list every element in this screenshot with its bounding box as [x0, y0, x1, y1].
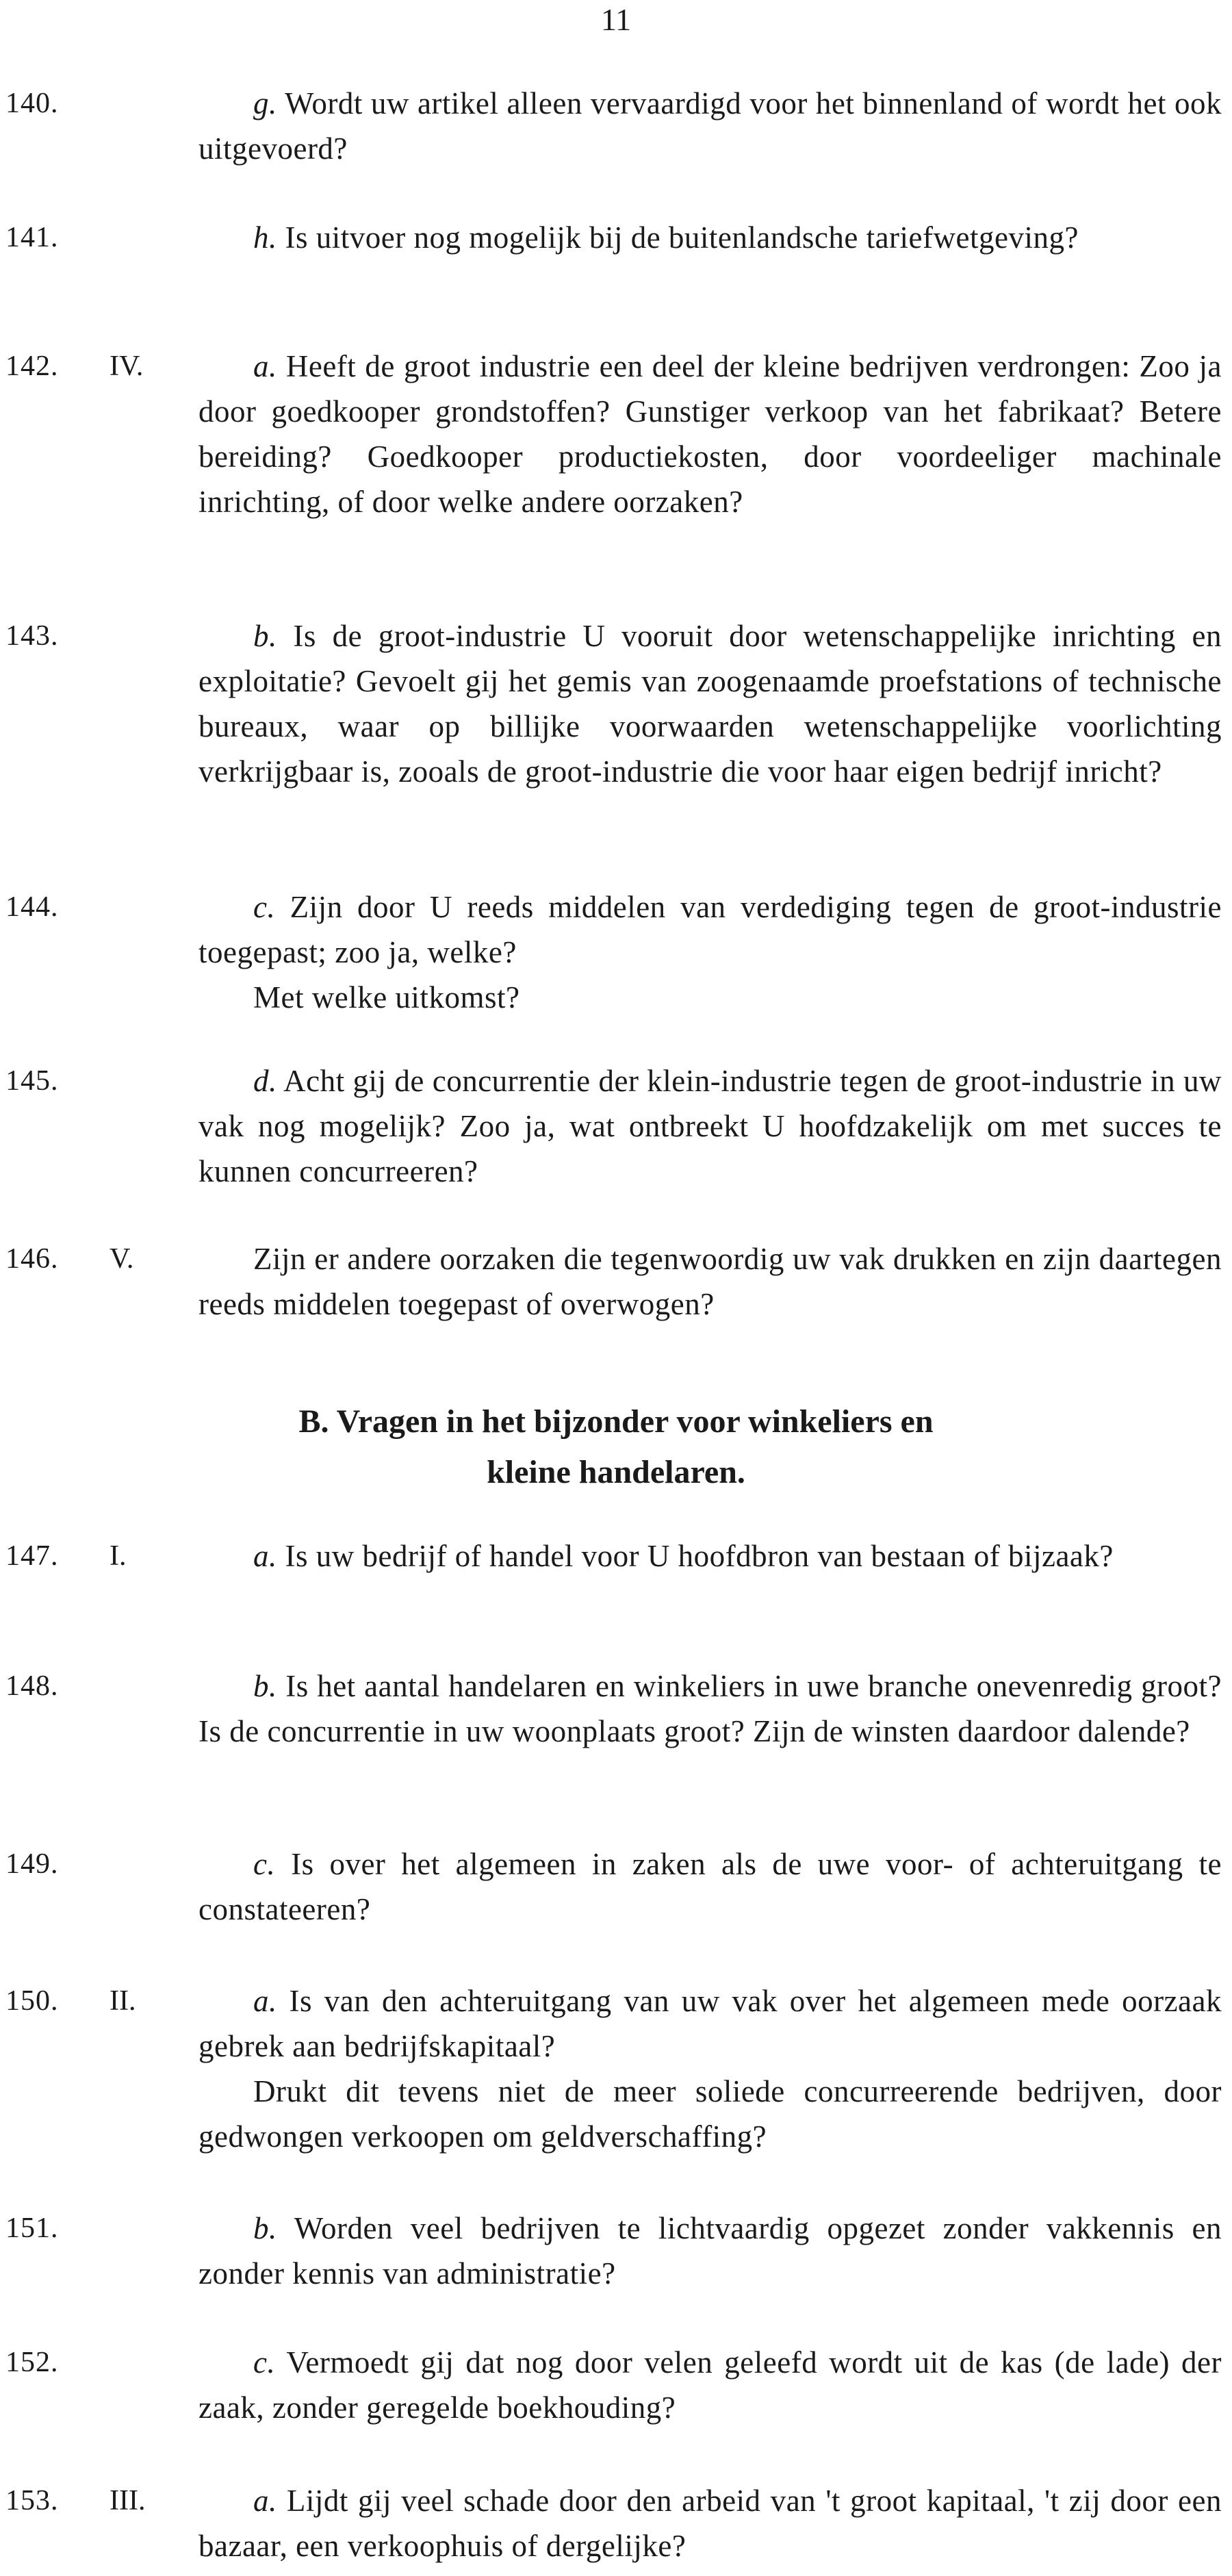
question-letter: a. [253, 1984, 277, 2018]
question-roman: II. [110, 1985, 136, 2017]
question-body: Heeft de groot industrie een deel der kleine bedrijven verdrongen: Zoo ja door goedkooper grondstoffen? Gunstiger verkoop van het fabrikaat? Betere bereiding? Goedkooper productiekosten, door voordeeliger machinale inrichting, of door welke andere oorzaken? [198, 349, 1222, 519]
question-number: 144. [5, 891, 59, 923]
question-146 [0, 1236, 1232, 1327]
question-letter: c. [253, 2345, 276, 2380]
question-text [198, 884, 1222, 975]
question-text [198, 1663, 1222, 1754]
question-body: Zijn er andere oorzaken die tegenwoordig uw vak drukken en zijn daartegen reeds middelen toegepast of overwogen? [198, 1242, 1222, 1321]
question-letter: h. [253, 220, 277, 255]
question-number: 153. [5, 2485, 59, 2516]
question-letter: d. [253, 1064, 277, 1098]
question-147 [0, 1533, 1232, 1579]
question-roman: I. [110, 1540, 127, 1572]
question-text [198, 2340, 1222, 2430]
question-body: Is uw bedrijf of handel voor U hoofdbron van bestaan of bijzaak? [285, 1539, 1114, 1573]
question-body: Is het aantal handelaren en winkeliers in uwe branche onevenredig groot? Is de concurrentie in uw woonplaats groot? Zijn de winsten daardoor dalende? [198, 1669, 1222, 1748]
question-letter: b. [253, 619, 277, 653]
question-body: Zijn door U reeds middelen van verdediging tegen de groot-industrie toegepast; zoo ja, welke? [198, 890, 1222, 969]
question-body: Acht gij de concurrentie der klein-industrie tegen de groot-industrie in uw vak nog mogelijk? Zoo ja, wat ontbreekt U hoofdzakelijk om met succes te kunnen concurreeren? [198, 1064, 1222, 1188]
question-body: Wordt uw artikel alleen vervaardigd voor het binnenland of wordt het ook uitgevoerd? [198, 86, 1222, 166]
page-number: 11 [600, 2, 632, 37]
question-text [198, 1533, 1222, 1579]
question-number: 145. [5, 1065, 59, 1097]
question-142 [0, 344, 1232, 524]
question-143 [0, 613, 1232, 794]
question-number: 147. [5, 1540, 59, 1572]
question-text [198, 2206, 1222, 2296]
question-letter: c. [253, 1847, 276, 1881]
question-text [198, 1236, 1222, 1327]
question-letter: b. [253, 1669, 277, 1703]
question-text [198, 1841, 1222, 1932]
question-body: Lijdt gij veel schade door den arbeid van 't groot kapitaal, 't zij door een bazaar, een verkoophuis of dergelijke? [198, 2484, 1222, 2563]
question-number: 152. [5, 2347, 59, 2378]
question-153 [0, 2478, 1232, 2568]
section-heading [0, 1397, 1232, 1498]
question-text [198, 2478, 1222, 2568]
question-letter: g. [253, 86, 277, 120]
question-roman: V. [110, 1243, 134, 1275]
question-text [198, 1978, 1222, 2069]
question-body: Vermoedt gij dat nog door velen geleefd wordt uit de kas (de lade) der zaak, zonder geregelde boekhouding? [198, 2345, 1222, 2425]
question-number: 146. [5, 1243, 59, 1275]
question-152 [0, 2340, 1232, 2430]
question-number: 149. [5, 1848, 59, 1880]
question-body: Worden veel bedrijven te lichtvaardig opgezet zonder vakkennis en zonder kennis van administratie? [198, 2211, 1222, 2291]
question-text [198, 344, 1222, 524]
question-number: 151. [5, 2212, 59, 2244]
question-roman: IV. [110, 350, 144, 382]
question-149 [0, 1841, 1232, 1932]
question-text [198, 1058, 1222, 1194]
section-heading-line-1: B. Vragen in het bijzonder voor winkeliers en [298, 1403, 934, 1440]
question-number: 150. [5, 1985, 59, 2017]
question-text [198, 81, 1222, 171]
question-continuation: Drukt dit tevens niet de meer soliede concurreerende bedrijven, door gedwongen verkoopen om geldverschaffing? [198, 2074, 1222, 2154]
question-body: Is de groot-industrie U vooruit door wetenschappelijke inrichting en exploitatie? Gevoelt gij het gemis van zoogenaamde proefstations of technische bureaux, waar op billijke voorwaarden wetenschappelijke voorlichting verkrijgbaar is, zooals de groot-industrie die voor haar eigen bedrijf inricht? [198, 619, 1222, 789]
question-letter: b. [253, 2211, 277, 2245]
question-letter: a. [253, 349, 277, 383]
question-number: 148. [5, 1670, 59, 1702]
question-roman: III. [110, 2485, 146, 2516]
question-letter: a. [253, 2484, 277, 2518]
question-151 [0, 2206, 1232, 2296]
question-144 [0, 884, 1232, 1020]
question-number: 142. [5, 350, 59, 382]
question-number: 143. [5, 620, 59, 652]
question-text [198, 215, 1222, 260]
question-body: Is uitvoer nog mogelijk bij de buitenlandsche tariefwetgeving? [285, 220, 1079, 255]
question-145 [0, 1058, 1232, 1194]
question-140 [0, 81, 1232, 171]
question-number: 140. [5, 88, 59, 119]
question-150 [0, 1978, 1232, 2159]
question-text [198, 613, 1222, 794]
question-letter: a. [253, 1539, 277, 1573]
section-heading-line-2: kleine handelaren. [487, 1454, 745, 1490]
question-body: Is van den achteruitgang van uw vak over het algemeen mede oorzaak gebrek aan bedrijfskapitaal? [198, 1984, 1222, 2063]
question-141 [0, 215, 1232, 260]
question-number: 141. [5, 222, 59, 253]
question-body: Is over het algemeen in zaken als de uwe voor- of achteruitgang te constateeren? [198, 1847, 1222, 1926]
question-letter: c. [253, 890, 276, 924]
question-continuation: Met welke uitkomst? [253, 980, 520, 1015]
question-148 [0, 1663, 1232, 1754]
